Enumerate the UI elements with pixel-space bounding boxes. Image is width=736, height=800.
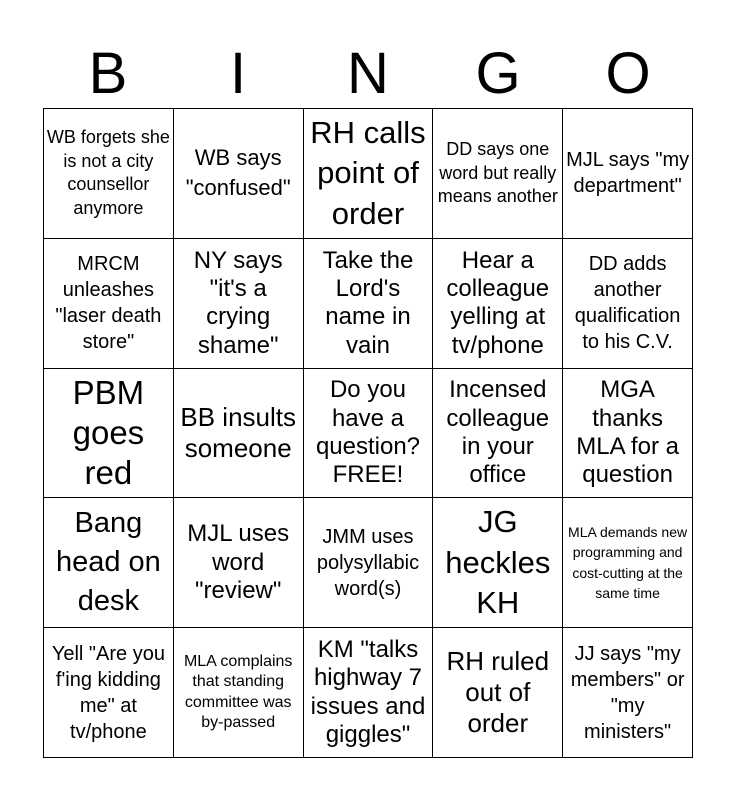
bingo-cell[interactable] xyxy=(304,239,434,369)
bingo-cell-text: Bang head on desk xyxy=(55,507,161,618)
bingo-cell-text: BB insults someone xyxy=(180,401,296,463)
bingo-cell[interactable] xyxy=(433,628,563,758)
bingo-cell[interactable] xyxy=(44,369,174,499)
bingo-cell[interactable] xyxy=(304,109,434,239)
bingo-cell-text: WB says "confused" xyxy=(185,145,291,201)
bingo-cell-text: MJL says "my department" xyxy=(566,149,690,198)
bingo-cell-text: MJL uses word "review" xyxy=(187,520,290,604)
bingo-cell[interactable] xyxy=(563,109,693,239)
bingo-cell[interactable] xyxy=(304,628,434,758)
bingo-cell-text: WB forgets she is not a city counsellor anymore xyxy=(46,126,170,219)
bingo-cell-text: DD adds another qualification to his C.V. xyxy=(574,253,681,354)
bingo-header xyxy=(43,40,693,108)
bingo-cell-text: JJ says "my members" or "my ministers" xyxy=(570,642,685,743)
bingo-cell-text: RH ruled out of order xyxy=(446,645,550,739)
bingo-cell-text: Incensed colleague in your office xyxy=(446,376,550,489)
bingo-cell[interactable] xyxy=(304,369,434,499)
bingo-cell-text: NY says "it's a crying shame" xyxy=(193,246,283,359)
bingo-cell-text: Do you have a question? FREE! xyxy=(315,376,421,489)
bingo-cell[interactable] xyxy=(433,369,563,499)
bingo-cell[interactable] xyxy=(563,369,693,499)
bingo-cell-text: MRCM unleashes "laser death store" xyxy=(55,253,162,354)
bingo-cell[interactable] xyxy=(44,498,174,628)
bingo-cell-text: MGA thanks MLA for a question xyxy=(576,376,679,489)
bingo-cell-text: PBM goes red xyxy=(72,373,145,492)
bingo-cell[interactable] xyxy=(174,239,304,369)
bingo-cell[interactable] xyxy=(304,498,434,628)
header-letter-g: G xyxy=(475,41,521,106)
bingo-cell[interactable] xyxy=(563,498,693,628)
bingo-cell[interactable] xyxy=(44,239,174,369)
bingo-cell[interactable] xyxy=(174,109,304,239)
header-letter-b: B xyxy=(88,41,128,106)
bingo-cell[interactable] xyxy=(433,239,563,369)
bingo-card-grid xyxy=(43,108,693,758)
bingo-cell-text: MLA complains that standing committee was by-passed xyxy=(183,652,293,732)
bingo-cell-text: Take the Lord's name in vain xyxy=(322,246,414,359)
bingo-cell-text: KM "talks highway 7 issues and giggles" xyxy=(310,635,426,748)
bingo-cell-text: DD says one word but really means another xyxy=(437,138,558,207)
bingo-cell-text: JMM uses polysyllabic word(s) xyxy=(316,525,420,600)
header-letter-n: N xyxy=(347,41,389,106)
header-letter-o: O xyxy=(605,41,651,106)
bingo-cell[interactable] xyxy=(44,109,174,239)
bingo-cell[interactable] xyxy=(174,498,304,628)
bingo-cell-text: MLA demands new programming and cost-cutting at the same time xyxy=(568,524,688,602)
bingo-cell[interactable] xyxy=(563,239,693,369)
bingo-cell-text: Hear a colleague yelling at tv/phone xyxy=(446,246,550,359)
bingo-cell[interactable] xyxy=(563,628,693,758)
bingo-cell[interactable] xyxy=(433,498,563,628)
bingo-cell-text: Yell "Are you f'ing kidding me" at tv/phone xyxy=(51,642,165,743)
bingo-cell[interactable] xyxy=(174,369,304,499)
bingo-cell[interactable] xyxy=(433,109,563,239)
bingo-cell[interactable] xyxy=(174,628,304,758)
bingo-cell-text: RH calls point of order xyxy=(310,114,426,231)
bingo-cell-text: JG heckles KH xyxy=(445,504,551,620)
bingo-cell[interactable] xyxy=(44,628,174,758)
header-letter-i: I xyxy=(229,41,247,106)
